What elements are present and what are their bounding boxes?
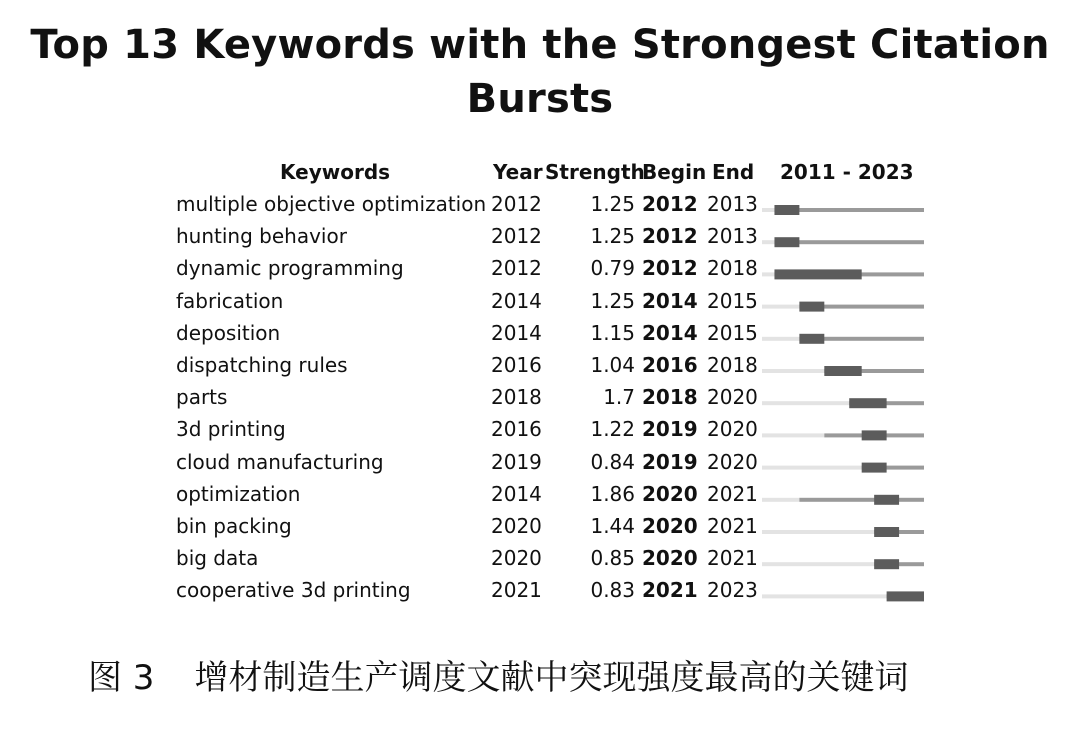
- timeline-inactive-segment: [762, 466, 862, 470]
- end-cell: 2015: [707, 288, 758, 313]
- timeline-inactive-segment: [762, 401, 849, 405]
- keyword-cell: hunting behavior: [176, 224, 347, 249]
- year-cell: 2018: [491, 385, 542, 410]
- burst-bar: [862, 430, 887, 440]
- timeline-inactive-segment: [762, 272, 774, 276]
- timeline-inactive-segment: [762, 530, 874, 534]
- burst-bar: [862, 463, 887, 473]
- strength-cell: 1.25: [590, 192, 635, 216]
- end-cell: 2013: [707, 192, 758, 216]
- keyword-cell: dispatching rules: [176, 353, 348, 377]
- end-cell: 2015: [707, 320, 758, 345]
- timeline-inactive-segment: [762, 240, 774, 244]
- begin-cell: 2014: [642, 320, 698, 345]
- keyword-cell: cooperative 3d printing: [176, 578, 411, 603]
- begin-cell: 2014: [642, 288, 698, 313]
- burst-bar: [874, 559, 899, 569]
- strength-cell: 0.79: [590, 256, 635, 281]
- burst-bar: [849, 398, 886, 408]
- keyword-cell: 3d printing: [176, 417, 286, 442]
- begin-cell: 2012: [642, 192, 698, 216]
- keyword-cell: dynamic programming: [176, 256, 404, 281]
- timeline-inactive-segment: [762, 562, 874, 566]
- keyword-cell: multiple objective optimization: [176, 192, 487, 216]
- year-cell: 2012: [491, 192, 542, 216]
- keyword-cell: cloud manufacturing: [176, 449, 384, 474]
- keyword-cell: parts: [176, 385, 228, 410]
- year-cell: 2012: [491, 224, 542, 249]
- figure-caption: [88, 656, 1048, 700]
- year-cell: 2014: [491, 481, 542, 506]
- begin-cell: 2012: [642, 224, 698, 249]
- burst-bar: [774, 205, 799, 215]
- timeline-active-segment: [799, 498, 924, 502]
- burst-bar: [774, 269, 861, 279]
- figure-label: 图 3: [88, 658, 155, 698]
- burst-bar: [887, 591, 924, 601]
- strength-cell: 1.04: [590, 353, 635, 377]
- end-cell: 2020: [707, 385, 758, 410]
- strength-cell: 1.25: [590, 288, 635, 313]
- timeline-inactive-segment: [762, 305, 799, 309]
- strength-cell: 1.86: [590, 481, 635, 506]
- burst-bar: [824, 366, 861, 376]
- begin-cell: 2012: [642, 256, 698, 281]
- keyword-cell: deposition: [176, 320, 281, 345]
- year-cell: 2016: [491, 353, 542, 377]
- keyword-cell: big data: [176, 546, 259, 571]
- burst-bar: [774, 237, 799, 247]
- burst-bar: [799, 334, 824, 344]
- begin-cell: 2020: [642, 481, 698, 506]
- header-begin: Begin: [642, 160, 707, 184]
- keyword-cell: optimization: [176, 481, 301, 506]
- year-cell: 2021: [491, 578, 542, 603]
- burst-bar: [874, 495, 899, 505]
- end-cell: 2021: [707, 481, 758, 506]
- begin-cell: 2019: [642, 417, 698, 442]
- end-cell: 2021: [707, 514, 758, 538]
- begin-cell: 2020: [642, 546, 698, 571]
- strength-cell: 1.25: [590, 224, 635, 249]
- end-cell: 2018: [707, 256, 758, 281]
- header-timeline: 2011 - 2023: [780, 160, 914, 184]
- timeline-inactive-segment: [762, 433, 824, 437]
- year-cell: 2020: [491, 546, 542, 571]
- end-cell: 2018: [707, 353, 758, 377]
- keyword-cell: bin packing: [176, 514, 292, 538]
- year-cell: 2019: [491, 449, 542, 474]
- strength-cell: 0.83: [590, 578, 635, 603]
- strength-cell: 1.22: [590, 417, 635, 442]
- begin-cell: 2019: [642, 449, 698, 474]
- year-cell: 2020: [491, 514, 542, 538]
- year-cell: 2016: [491, 417, 542, 442]
- chart-title: Top 13 Keywords with the Strongest Citation Bursts: [30, 22, 1050, 122]
- end-cell: 2021: [707, 546, 758, 571]
- end-cell: 2023: [707, 578, 758, 603]
- timeline-inactive-segment: [762, 208, 774, 212]
- timeline-inactive-segment: [762, 594, 887, 598]
- strength-cell: 1.44: [590, 514, 635, 538]
- begin-cell: 2021: [642, 578, 698, 603]
- begin-cell: 2020: [642, 514, 698, 538]
- timeline-inactive-segment: [762, 369, 824, 373]
- header-keywords: Keywords: [280, 160, 391, 184]
- year-cell: 2014: [491, 288, 542, 313]
- caption-text: 增材制造生产调度文献中突现强度最高的关键词: [194, 658, 909, 698]
- header-end: End: [712, 160, 755, 184]
- strength-cell: 0.84: [590, 449, 635, 474]
- burst-bar: [799, 302, 824, 312]
- keyword-cell: fabrication: [176, 288, 284, 313]
- end-cell: 2020: [707, 449, 758, 474]
- year-cell: 2012: [491, 256, 542, 281]
- burst-bar: [874, 527, 899, 537]
- year-cell: 2014: [491, 320, 542, 345]
- end-cell: 2020: [707, 417, 758, 442]
- header-year: Year: [493, 160, 543, 184]
- header-strength: Strength: [545, 160, 645, 184]
- strength-cell: 0.85: [590, 546, 635, 571]
- timeline-inactive-segment: [762, 337, 799, 341]
- begin-cell: 2018: [642, 385, 698, 410]
- strength-cell: 1.15: [590, 320, 635, 345]
- end-cell: 2013: [707, 224, 758, 249]
- strength-cell: 1.7: [603, 385, 635, 410]
- begin-cell: 2016: [642, 353, 698, 377]
- timeline-inactive-segment: [762, 498, 799, 502]
